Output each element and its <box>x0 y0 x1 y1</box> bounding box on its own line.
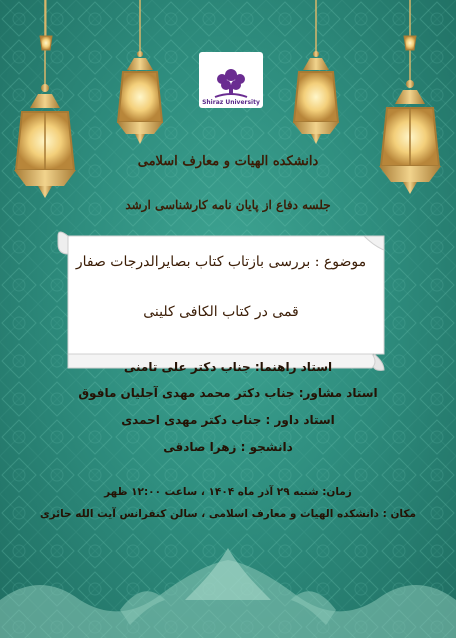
subject-scroll <box>54 230 388 372</box>
lantern-icon <box>288 0 344 150</box>
subject-line-1: موضوع : بررسی بازتاب کتاب بصایرالدرجات صفار <box>75 254 367 270</box>
logo-caption: Shiraz University <box>202 99 260 106</box>
student-line: دانشجو : زهرا صادقی <box>163 440 293 454</box>
lantern-icon <box>36 0 56 56</box>
scroll-icon <box>54 230 388 372</box>
supervisor-line: استاد راهنما: جناب دکتر علی تامنی <box>123 360 333 374</box>
advisor-line: استاد مشاور: جناب دکتر محمد مهدی آجلیان مافوق <box>78 386 378 400</box>
event-time: زمان: شنبه ۲۹ آذر ماه ۱۴۰۴ ، ساعت ۱۲:۰۰ ظهر <box>104 486 352 498</box>
event-place: مکان : دانشکده الهیات و معارف اسلامی ، سالن کنفرانس آیت الله حائری <box>40 508 416 520</box>
faculty-title: دانشکده الهیات و معارف اسلامی <box>137 154 319 169</box>
university-logo <box>199 52 263 108</box>
lantern-icon <box>400 0 420 56</box>
referee-line: استاد داور : جناب دکتر مهدی احمدی <box>121 413 335 427</box>
session-title: جلسه دفاع از پایان نامه کارشناسی ارشد <box>125 198 331 212</box>
university-seal-icon <box>211 65 251 99</box>
subject-line-2: قمی در کتاب الکافی کلینی <box>143 304 299 320</box>
lantern-icon <box>112 0 168 150</box>
